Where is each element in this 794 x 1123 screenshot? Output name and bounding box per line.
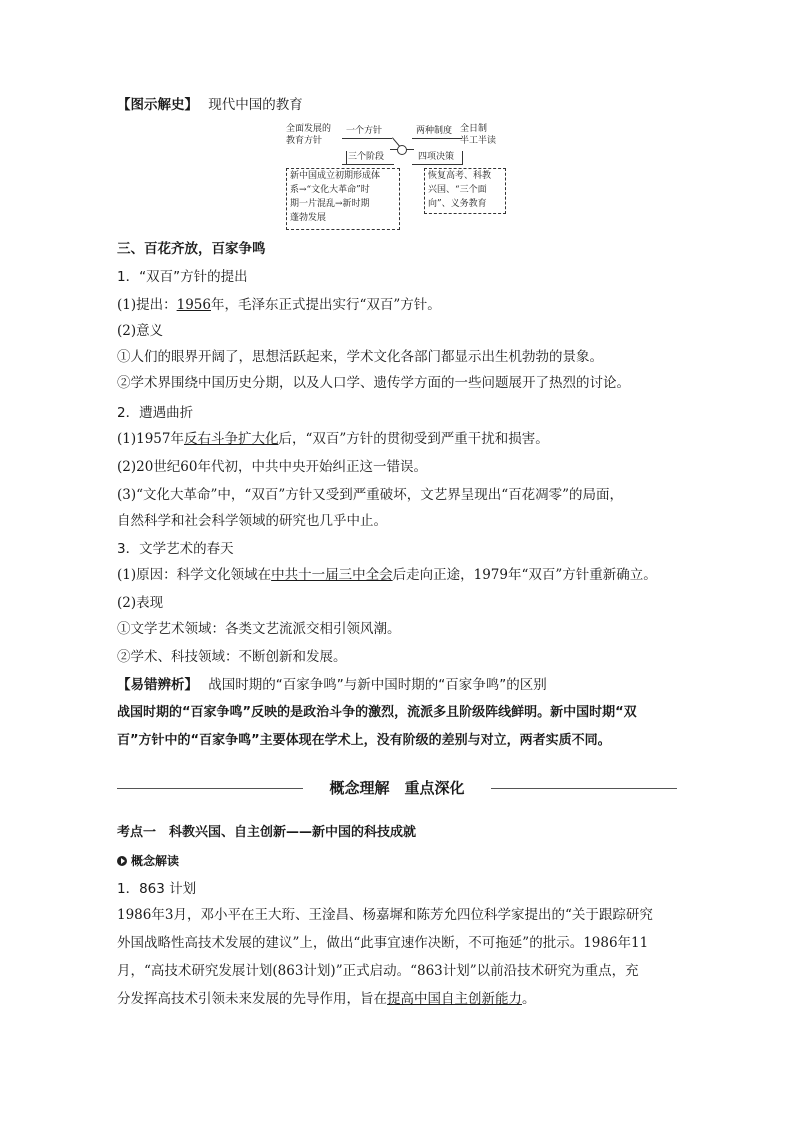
item1-p3: ①人们的眼界开阔了，思想活跃起来，学术文化各部门都显示出生机勃勃的景象。 [117, 349, 603, 365]
diagram-left-box-line: 蓬勃发展 [290, 213, 327, 223]
concept-heading [117, 852, 179, 870]
kaodian-line4-underline: 提高中国自主创新能力 [387, 991, 522, 1007]
confusion-heading [117, 676, 547, 694]
kaodian-line4 [117, 990, 536, 1008]
kaodian-line2: 外国战略性高技术发展的建议”上，做出“此事宜速作决断，不可拖延”的批示。1986年11 [117, 935, 649, 951]
kaodian-line1: 1986年3月，邓小平在王大珩、王淦昌、杨嘉墀和陈芳允四位科学家提出的“关于跟踪研究 [117, 907, 653, 923]
diagram-line [342, 138, 392, 139]
kaodian-item-title: 1．863 计划 [117, 881, 197, 897]
item1-p2: (2)意义 [117, 323, 164, 339]
diagram-left-bottom: 教育方针 [286, 136, 323, 146]
confusion-line1: 战国时期的“百家争鸣”反映的是政治斗争的激烈，流派多且阶级阵线鲜明。新中国时期“双 [117, 705, 637, 720]
item3-p1-suffix: 后走向正途，1979年“双百”方针重新确立。 [392, 567, 657, 583]
diagram-right-box-line: 兴国、“三个面 [428, 185, 487, 195]
play-circle-icon [117, 856, 127, 866]
diagram-center-node [397, 145, 407, 155]
diagram-right-box [424, 168, 506, 214]
diagram-four-decisions: 四项决策 [418, 152, 455, 162]
item1-title: 1．“双百”方针的提出 [117, 269, 248, 285]
diagram-left-box-line: 系→“文化大革命”时 [290, 185, 370, 195]
item2-p1-suffix: 后，“双百”方针的贯彻受到严重干扰和损害。 [278, 431, 549, 447]
diagram-line [412, 164, 462, 165]
item3-p4: ②学术、科技领域：不断创新和发展。 [117, 649, 347, 665]
diagram-three-stages: 三个阶段 [348, 152, 385, 162]
item3-p3: ①文学艺术领域：各类文艺流派交相引领风潮。 [117, 621, 401, 637]
kaodian-title: 考点一 科教兴国、自主创新——新中国的科技成就 [117, 825, 417, 840]
item3-p1-prefix: (1)原因：科学文化领域在 [117, 567, 272, 583]
confusion-line2: 百”方针中的“百家争鸣”主要体现在学术上，没有阶级的差别与对立，两者实质不同。 [117, 733, 611, 748]
item2-p3-line1: (3)“文化大革命”中，“双百”方针又受到严重破坏，文艺界呈现出“百花凋零”的局面， [117, 487, 624, 503]
diagram-one-policy: 一个方针 [346, 126, 383, 136]
diagram-section-label: 【图示解史】 [117, 97, 198, 113]
diagram-line [406, 149, 414, 150]
diagram-right-top: 全日制 [460, 124, 488, 134]
diagram-left-top: 全面发展的 [286, 124, 332, 134]
diagram-right-bottom: 半工半读 [460, 136, 497, 146]
diagram-left-box-line: 期一片混乱→新时期 [290, 199, 370, 209]
diagram-right-box-line: 向”、义务教育 [428, 199, 487, 209]
banner-title: 概念理解 重点深化 [329, 779, 465, 797]
diagram-two-systems: 两种制度 [416, 126, 453, 136]
education-diagram [286, 120, 510, 232]
section-banner [117, 778, 677, 798]
item3-p1 [117, 566, 657, 584]
diagram-left-box [286, 168, 400, 230]
confusion-title: 战国时期的“百家争鸣”与新中国时期的“百家争鸣”的区别 [208, 677, 547, 693]
item3-title: 3．文学艺术的春天 [117, 541, 234, 557]
diagram-left-box-line: 新中国成立初期形成体 [290, 171, 381, 181]
item3-p2: (2)表现 [117, 595, 164, 611]
item1-p4: ②学术界围绕中国历史分期，以及人口学、遗传学方面的一些问题展开了热烈的讨论。 [117, 375, 630, 391]
confusion-label: 【易错辨析】 [117, 677, 198, 693]
item2-p1-prefix: (1)1957年 [117, 431, 184, 447]
item1-p1 [117, 296, 441, 314]
item2-p2: (2)20世纪60年代初，中共中央开始纠正这一错误。 [117, 459, 427, 475]
item2-p1 [117, 430, 549, 448]
diagram-line [412, 138, 462, 139]
kaodian-line4-suffix: 。 [522, 991, 536, 1007]
item1-p1-prefix: (1)提出： [117, 297, 177, 313]
item3-p1-underline: 中共十一届三中全会 [271, 567, 393, 583]
kaodian-line4-prefix: 分发挥高技术引领未来发展的先导作用，旨在 [117, 991, 387, 1007]
item1-p1-year: 1956 [176, 297, 211, 313]
diagram-section-title: 现代中国的教育 [208, 97, 303, 113]
diagram-line [462, 151, 463, 165]
diagram-line [346, 151, 347, 165]
concept-label: 概念解读 [131, 854, 180, 868]
diagram-line [342, 164, 394, 165]
diagram-right-box-line: 恢复高考、科教 [428, 171, 492, 181]
item1-p1-suffix: 年，毛泽东正式提出实行“双百”方针。 [210, 297, 441, 313]
diagram-section-heading [117, 96, 303, 114]
item2-title: 2．遭遇曲折 [117, 405, 194, 421]
item2-p3-line2: 自然科学和社会科学领域的研究也几乎中止。 [117, 513, 387, 529]
item2-p1-underline: 反右斗争扩大化 [183, 431, 279, 447]
kaodian-line3: 月，“高技术研究发展计划(863计划)”正式启动。“863计划”以前沿技术研究为重点，充 [117, 963, 639, 979]
part3-heading: 三、百花齐放，百家争鸣 [117, 241, 266, 257]
diagram-line [390, 149, 398, 150]
